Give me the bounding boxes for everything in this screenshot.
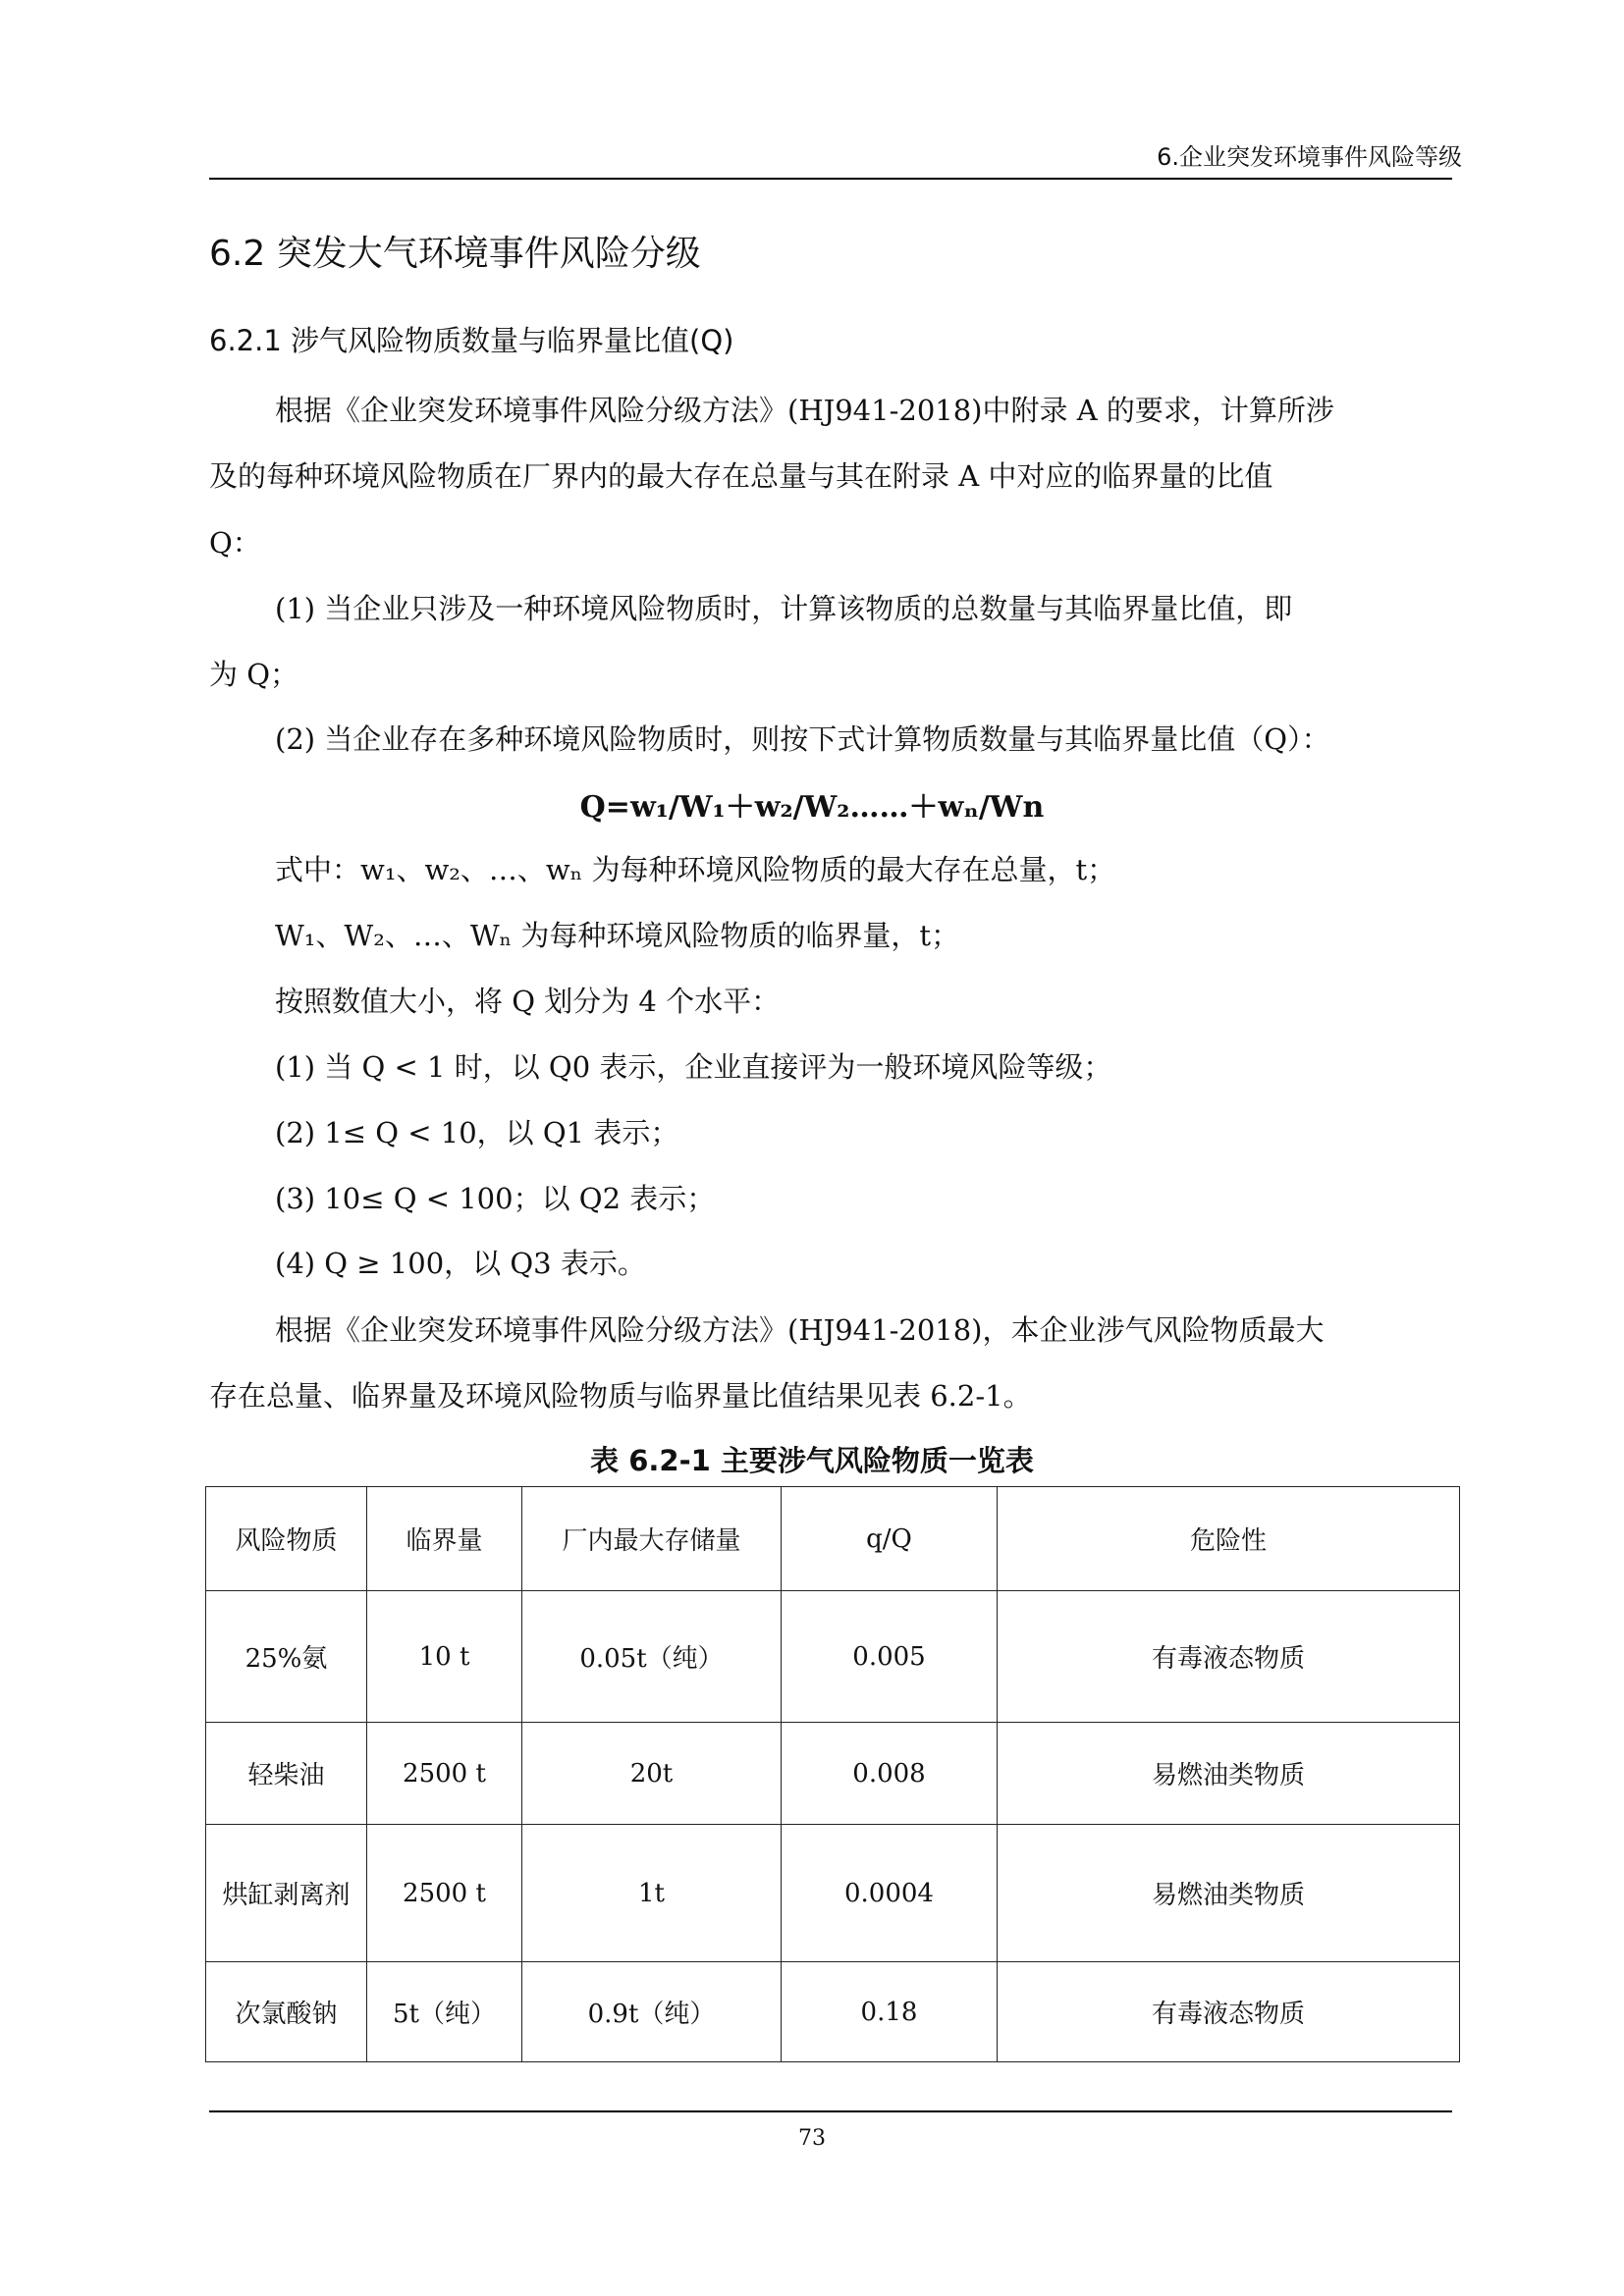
paragraph-line: 存在总量、临界量及环境风险物质与临界量比值结果见表 6.2-1。	[209, 1379, 1032, 1413]
table-header-row	[206, 1487, 1460, 1591]
list-item: (1) 当 Q < 1 时，以 Q0 表示，企业直接评为一般环境风险等级；	[275, 1050, 1112, 1084]
table-cell: 2500 t	[367, 1723, 522, 1825]
formula-definition: 式中：w₁、w₂、…、wₙ 为每种环境风险物质的最大存在总量，t；	[275, 853, 1116, 886]
table-cell: 次氯酸钠	[206, 1962, 367, 2062]
table-cell: 5t（纯）	[367, 1962, 522, 2062]
table-cell: 25%氨	[206, 1591, 367, 1723]
running-header: 6.企业突发环境事件风险等级	[1157, 143, 1462, 171]
table-header-cell: q/Q	[782, 1487, 998, 1591]
header-rule	[209, 178, 1452, 180]
table-row	[206, 1962, 1460, 2062]
paragraph-line: 根据《企业突发环境事件风险分级方法》(HJ941-2018)，本企业涉气风险物质最大	[275, 1313, 1325, 1347]
table-header-cell: 危险性	[998, 1487, 1460, 1591]
table-cell: 0.9t（纯）	[522, 1962, 782, 2062]
section-heading: 6.2 突发大气环境事件风险分级	[209, 234, 701, 274]
table-cell: 有毒液态物质	[998, 1962, 1460, 2062]
table-cell: 10 t	[367, 1591, 522, 1723]
footer-rule	[209, 2110, 1452, 2112]
table-cell: 烘缸剥离剂	[206, 1825, 367, 1962]
paragraph-line: Q：	[209, 526, 261, 560]
table-row	[206, 1825, 1460, 1962]
table-row	[206, 1591, 1460, 1723]
table-cell: 0.0004	[782, 1825, 998, 1962]
table-cell: 易燃油类物质	[998, 1723, 1460, 1825]
table-cell: 20t	[522, 1723, 782, 1825]
table-caption: 表 6.2-1 主要涉气风险物质一览表	[590, 1444, 1034, 1477]
table-row	[206, 1723, 1460, 1825]
table-cell: 0.005	[782, 1591, 998, 1723]
list-item: (1) 当企业只涉及一种环境风险物质时，计算该物质的总数量与其临界量比值，即	[275, 592, 1293, 625]
table-cell: 2500 t	[367, 1825, 522, 1962]
table-cell: 0.008	[782, 1723, 998, 1825]
table-cell: 轻柴油	[206, 1723, 367, 1825]
table-header-cell: 风险物质	[206, 1487, 367, 1591]
list-item: (3) 10≤ Q < 100；以 Q2 表示；	[275, 1182, 716, 1215]
paragraph-line: 及的每种环境风险物质在厂界内的最大存在总量与其在附录 A 中对应的临界量的比值	[209, 459, 1273, 493]
list-item: 为 Q；	[209, 658, 298, 691]
table-cell: 0.18	[782, 1962, 998, 2062]
table-cell: 0.05t（纯）	[522, 1591, 782, 1723]
list-item: (4) Q ≥ 100，以 Q3 表示。	[275, 1247, 646, 1280]
paragraph-line: 根据《企业突发环境事件风险分级方法》(HJ941-2018)中附录 A 的要求，计算所涉	[275, 394, 1334, 427]
formula-definition: W₁、W₂、…、Wₙ 为每种环境风险物质的临界量，t；	[275, 919, 960, 952]
formula: Q=w₁/W₁＋w₂/W₂……＋wₙ/Wn	[579, 790, 1045, 825]
page-number: 73	[798, 2126, 826, 2151]
list-item: (2) 1≤ Q < 10，以 Q1 表示；	[275, 1116, 679, 1149]
risk-substances-table	[205, 1486, 1460, 2062]
subsection-heading: 6.2.1 涉气风险物质数量与临界量比值(Q)	[209, 324, 734, 357]
paragraph-line: 按照数值大小，将 Q 划分为 4 个水平：	[275, 985, 781, 1018]
table-cell: 有毒液态物质	[998, 1591, 1460, 1723]
list-item: (2) 当企业存在多种环境风险物质时，则按下式计算物质数量与其临界量比值（Q）：	[275, 722, 1330, 756]
table-cell: 1t	[522, 1825, 782, 1962]
table-cell: 易燃油类物质	[998, 1825, 1460, 1962]
table-header-cell: 厂内最大存储量	[522, 1487, 782, 1591]
table-header-cell: 临界量	[367, 1487, 522, 1591]
